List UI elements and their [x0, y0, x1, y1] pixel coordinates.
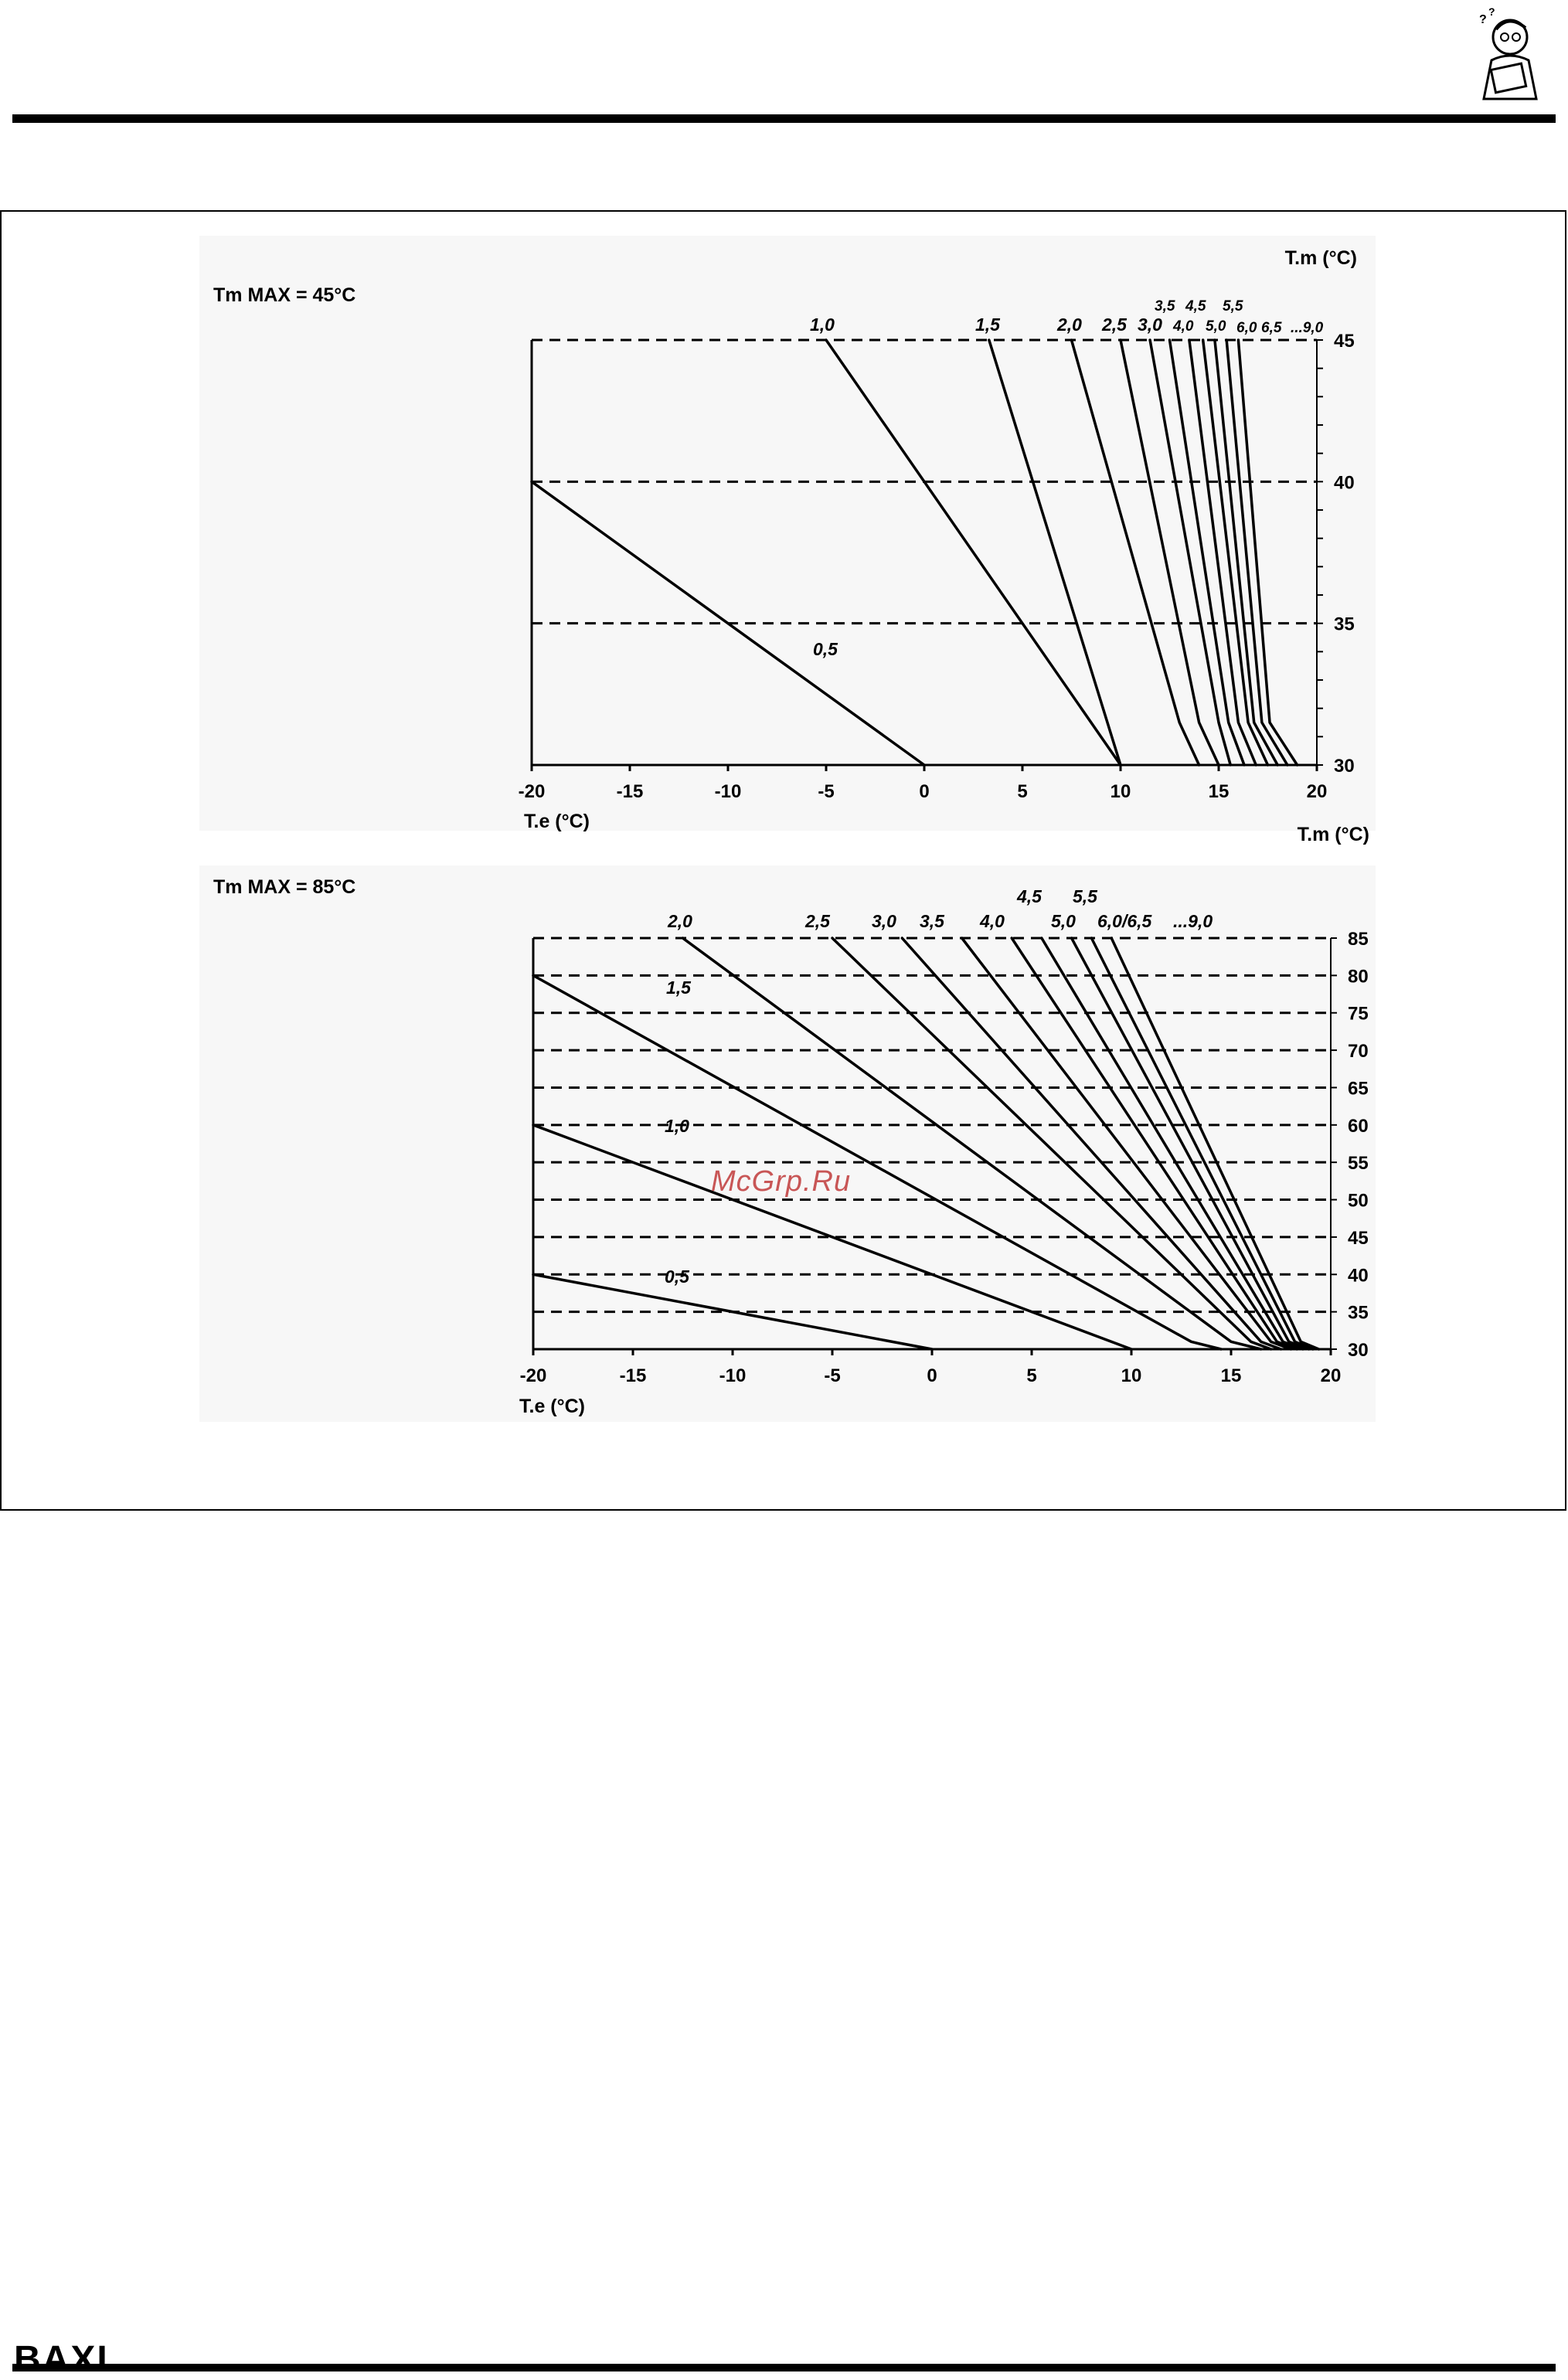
c45-x-tick-label: 20 — [1306, 781, 1328, 802]
svg-text:?: ? — [1479, 13, 1487, 26]
c85-series-55 — [1091, 938, 1312, 1349]
c45-curve-label: 0,5 — [813, 639, 838, 659]
c85-curve-label: 4,0 — [980, 911, 1005, 931]
c85-x-tick-label: 15 — [1220, 1365, 1242, 1386]
c85-x-tick-label: -15 — [619, 1365, 647, 1386]
c45-y-tick-label: 35 — [1334, 614, 1355, 635]
c85-curve-label: 3,5 — [920, 911, 944, 931]
c45-curve-label: 1,0 — [810, 314, 835, 335]
c45-curve-label: 4,5 — [1185, 298, 1206, 314]
c85-series-50 — [1072, 938, 1309, 1349]
c85-chart-title: Tm MAX = 85°C — [213, 876, 356, 898]
c85-y-tick-label: 40 — [1348, 1265, 1369, 1287]
c85-y-tick-label: 50 — [1348, 1190, 1369, 1212]
c85-x-tick-label: -20 — [519, 1365, 547, 1386]
c45-series-10 — [826, 340, 1121, 765]
c85-y-tick-label: 85 — [1348, 929, 1369, 950]
c45-x-tick-label: -5 — [818, 781, 835, 802]
c45-x-tick-label: 10 — [1110, 781, 1131, 802]
c85-y-tick-label: 35 — [1348, 1302, 1369, 1324]
c85-curve-label: 1,5 — [666, 978, 691, 998]
c45-y-tick-label: 40 — [1334, 472, 1355, 494]
c45-x-tick-label: 15 — [1208, 781, 1230, 802]
c45-series-15 — [989, 340, 1121, 765]
watermark-text: McGrp.Ru — [711, 1165, 852, 1198]
svg-text:?: ? — [1488, 6, 1495, 18]
c85-curve-label: 4,5 — [1017, 886, 1042, 906]
c85-curve-label: 6,0/6,5 — [1097, 911, 1152, 931]
c85-curve-label: 0,5 — [665, 1266, 689, 1287]
c45-curve-label: 2,5 — [1102, 314, 1127, 335]
c85-series-20 — [683, 938, 1261, 1349]
c85-y-tick-label: 30 — [1348, 1340, 1369, 1361]
c85-y-tick-label: 65 — [1348, 1078, 1369, 1100]
c85-y-tick-label: 60 — [1348, 1115, 1369, 1137]
c45-y-tick-label: 30 — [1334, 756, 1355, 777]
c45-curve-label: 6,5 — [1261, 320, 1282, 336]
c85-y-tick-label: 45 — [1348, 1227, 1369, 1249]
c85-series-45 — [1042, 938, 1303, 1349]
c85-x-tick-label: 10 — [1121, 1365, 1142, 1386]
c45-x-tick-label: -10 — [714, 781, 742, 802]
c85-y-tick-label: 55 — [1348, 1153, 1369, 1175]
c85-curve-label: 3,0 — [872, 911, 896, 931]
c45-chart-title: Tm MAX = 45°C — [213, 284, 356, 306]
c45-y-axis-label: T.m (°C) — [1284, 247, 1357, 269]
c85-x-tick-label: 0 — [927, 1365, 937, 1386]
c45-x-tick-label: 5 — [1017, 781, 1028, 802]
c85-curve-label: 1,0 — [665, 1116, 689, 1136]
c45-y-tick-label: 45 — [1334, 331, 1355, 352]
c85-x-axis-label: T.e (°C) — [519, 1396, 585, 1417]
c85-curve-label: ...9,0 — [1173, 911, 1213, 931]
c85-x-tick-label: -10 — [719, 1365, 747, 1386]
c45-curve-label: 5,5 — [1223, 298, 1243, 314]
c85-y-tick-label: 70 — [1348, 1041, 1369, 1062]
c45-x-tick-label: 0 — [919, 781, 930, 802]
c85-curve-label: 2,0 — [668, 911, 692, 931]
c45-x-axis-label: T.e (°C) — [524, 811, 590, 832]
c85-x-tick-label: -5 — [824, 1365, 841, 1386]
c85-curve-label: 5,5 — [1073, 886, 1097, 906]
c45-curve-label: 3,5 — [1155, 298, 1175, 314]
c45-curve-label: ...9,0 — [1291, 320, 1324, 336]
c45-curve-label: 5,0 — [1206, 318, 1226, 335]
c85-x-tick-label: 5 — [1026, 1365, 1037, 1386]
c45-curve-label: 4,0 — [1173, 318, 1194, 335]
c85-series-40 — [1012, 938, 1297, 1349]
c45-curve-label: 6,0 — [1236, 320, 1257, 336]
c85-curve-label: 5,0 — [1051, 911, 1076, 931]
c85-y-tick-label: 75 — [1348, 1003, 1369, 1025]
c85-y-axis-label: T.m (°C) — [1297, 824, 1369, 845]
c85-x-tick-label: 20 — [1320, 1365, 1342, 1386]
c45-x-tick-label: -20 — [518, 781, 546, 802]
c45-curve-label: 3,0 — [1138, 314, 1162, 335]
brand-logo: BAXI — [14, 2339, 109, 2380]
c45-curve-label: 1,5 — [975, 314, 1000, 335]
c85-y-tick-label: 80 — [1348, 966, 1369, 988]
c85-curve-label: 2,5 — [805, 911, 830, 931]
c45-x-tick-label: -15 — [616, 781, 644, 802]
c45-curve-label: 2,0 — [1057, 314, 1082, 335]
c45-series-30 — [1150, 340, 1230, 765]
c45-series-25 — [1121, 340, 1219, 765]
c85-series-606590 — [1111, 938, 1318, 1349]
footer-rule — [12, 2364, 1556, 2372]
